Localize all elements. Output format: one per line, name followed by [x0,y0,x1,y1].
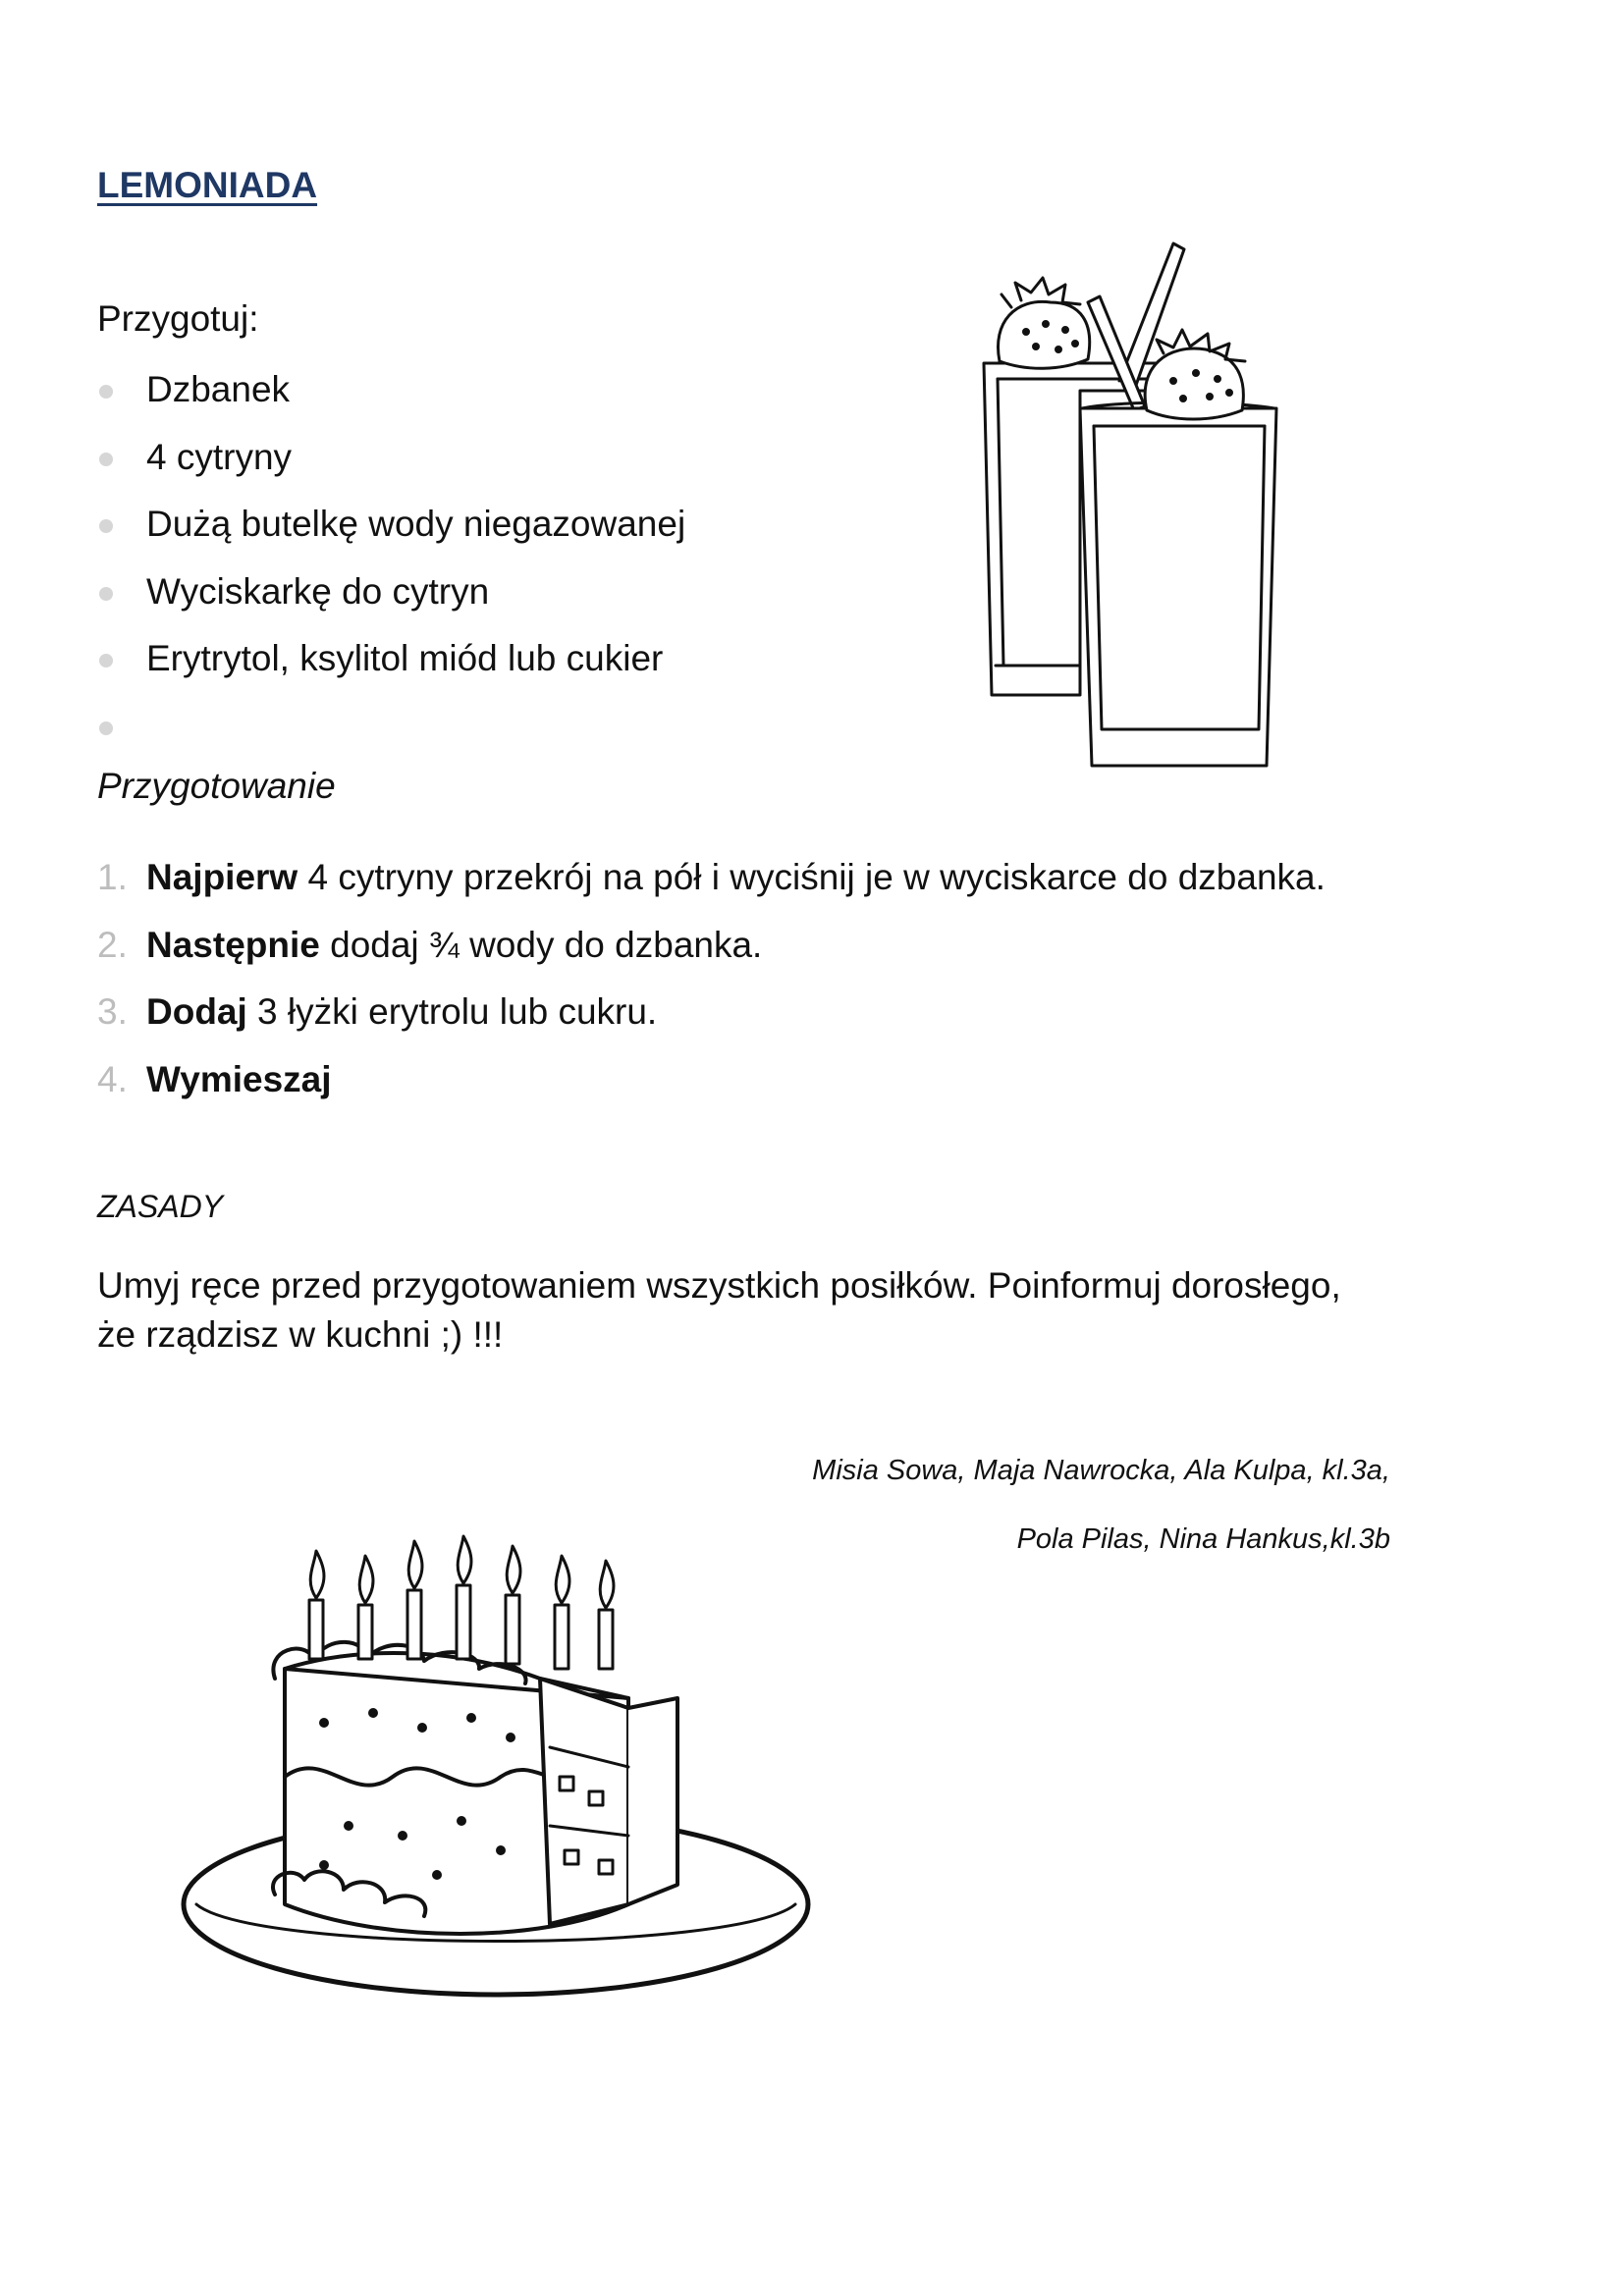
step-number: 1. [97,857,128,897]
bullet-icon [99,587,113,601]
rules-text [97,1261,1452,1360]
rules-heading: ZASADY [97,1189,224,1224]
rules-line: że rządzisz w kuchni ;) !!! [97,1314,504,1355]
bullet-icon [99,453,113,466]
authors-line: Pola Pilas, Nina Hankus,kl.3b [1016,1523,1390,1555]
step-text: 3 łyżki erytrolu lub cukru. [246,991,658,1032]
step-number: 2. [97,924,128,965]
prepare-label: Przygotuj: [97,298,259,339]
step-keyword: Dodaj [146,991,247,1032]
birthday-cake-illustration [167,1512,825,2007]
bullet-icon [99,721,113,735]
step-keyword: Najpierw [146,857,298,897]
step-keyword: Następnie [146,924,320,965]
recipe-title: LEMONIADA [97,165,318,205]
step-keyword: Wymieszaj [146,1058,332,1099]
authors-line: Misia Sowa, Maja Nawrocka, Ala Kulpa, kl.3a, [812,1455,1390,1486]
step-number: 4. [97,1058,128,1099]
step-text: dodaj ¾ wody do dzbanka. [319,924,763,965]
step-number: 3. [97,991,128,1032]
authors-block [812,1455,1390,1592]
bullet-icon [99,654,113,667]
bullet-icon [99,385,113,399]
strawberry-drinks-illustration [972,234,1316,774]
rules-line: Umyj ręce przed przygotowaniem wszystkich posiłków. Poinformuj dorosłego, [97,1265,1341,1306]
bullet-icon [99,519,113,533]
preparation-heading: Przygotowanie [97,766,336,806]
step-text: 4 cytryny przekrój na pół i wyciśnij je w wyciskarce do dzbanka. [298,857,1326,897]
